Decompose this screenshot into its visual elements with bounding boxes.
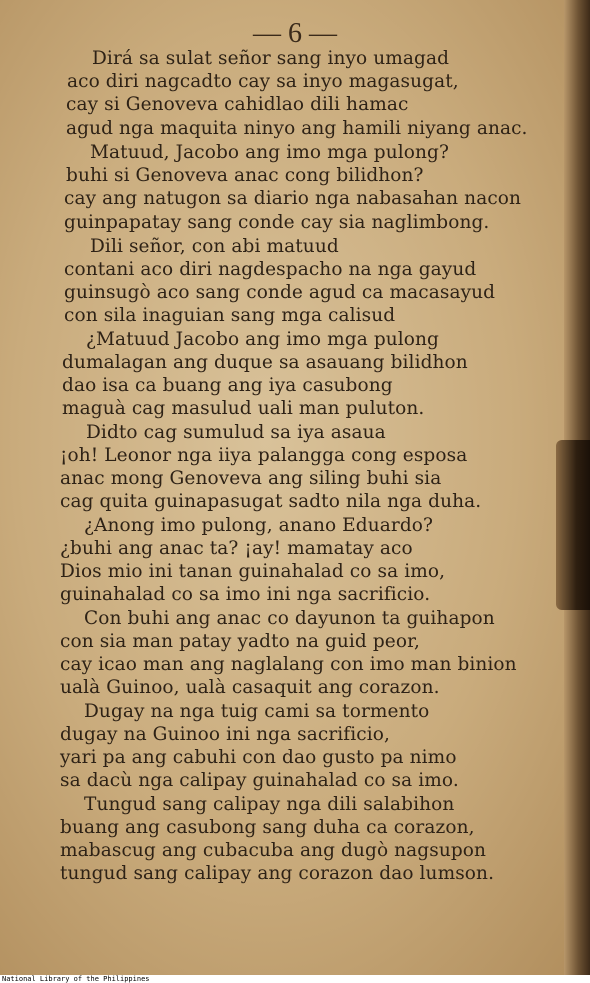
text-line: Dugay na nga tuig cami sa tormento (84, 701, 430, 722)
text-line: ualà Guinoo, ualà casaquit ang corazon. (60, 677, 440, 698)
text-line: ¿Anong imo pulong, anano Eduardo? (84, 515, 434, 536)
text-line: guinsugò aco sang conde agud ca macasayud (64, 282, 496, 303)
text-line: maguà cag masulud uali man puluton. (62, 398, 425, 419)
text-line: guinpapatay sang conde cay sia naglimbong. (64, 212, 490, 233)
text-line: aco diri nagcadto cay sa inyo magasugat, (67, 71, 459, 92)
text-line: tungud sang calipay ang corazon dao lumson. (60, 863, 495, 884)
text-line: ¿buhi ang anac ta? ¡ay! mamatay aco (60, 538, 413, 559)
text-line: Dios mio ini tanan guinahalad co sa imo, (60, 561, 446, 582)
text-line: Tungud sang calipay nga dili salabihon (84, 794, 455, 815)
text-line: mabascug ang cubacuba ang dugò nagsupon (60, 840, 487, 861)
text-line: Dirá sa sulat señor sang inyo umagad (92, 48, 450, 69)
text-line: buang ang casubong sang duha ca corazon, (60, 817, 475, 838)
text-line: ¡oh! Leonor nga iiya palangga cong esposa (60, 445, 468, 466)
text-line: contani aco diri nagdespacho na nga gayud (64, 259, 477, 280)
text-line: buhi si Genoveva anac cong bilidhon? (66, 165, 424, 186)
text-line: Con buhi ang anac co dayunon ta guihapon (84, 608, 495, 629)
text-line: cay ang natugon sa diario nga nabasahan nacon (64, 188, 522, 209)
page-number: — 6 — (253, 18, 337, 49)
text-line: dugay na Guinoo ini nga sacrificio, (60, 724, 390, 745)
text-line: con sila inaguian sang mga calisud (64, 305, 396, 326)
text-line: Dili señor, con abi matuud (90, 236, 339, 257)
text-line: cay si Genoveva cahidlao dili hamac (66, 94, 409, 115)
text-line: anac mong Genoveva ang siling buhi sia (60, 468, 442, 489)
text-line: ¿Matuud Jacobo ang imo mga pulong (86, 329, 439, 350)
text-line: Matuud, Jacobo ang imo mga pulong? (90, 142, 449, 163)
binding-tab (556, 440, 590, 610)
text-line: cag quita guinapasugat sadto nila nga duha. (60, 491, 482, 512)
text-line: guinahalad co sa imo ini nga sacrificio. (60, 584, 431, 605)
text-line: dao isa ca buang ang iya casubong (62, 375, 393, 396)
text-line: sa dacù nga calipay guinahalad co sa imo. (60, 770, 459, 791)
text-line: Didto cag sumulud sa iya asaua (86, 422, 386, 443)
text-line: cay icao man ang naglalang con imo man binion (60, 654, 517, 675)
text-line: yari pa ang cabuhi con dao gusto pa nimo (60, 747, 457, 768)
text-line: con sia man patay yadto na guid peor, (60, 631, 420, 652)
text-line: dumalagan ang duque sa asauang bilidhon (62, 352, 468, 373)
library-credit: National Library of the Philippines (2, 975, 150, 983)
text-line: agud nga maquita ninyo ang hamili niyang anac. (66, 118, 528, 139)
